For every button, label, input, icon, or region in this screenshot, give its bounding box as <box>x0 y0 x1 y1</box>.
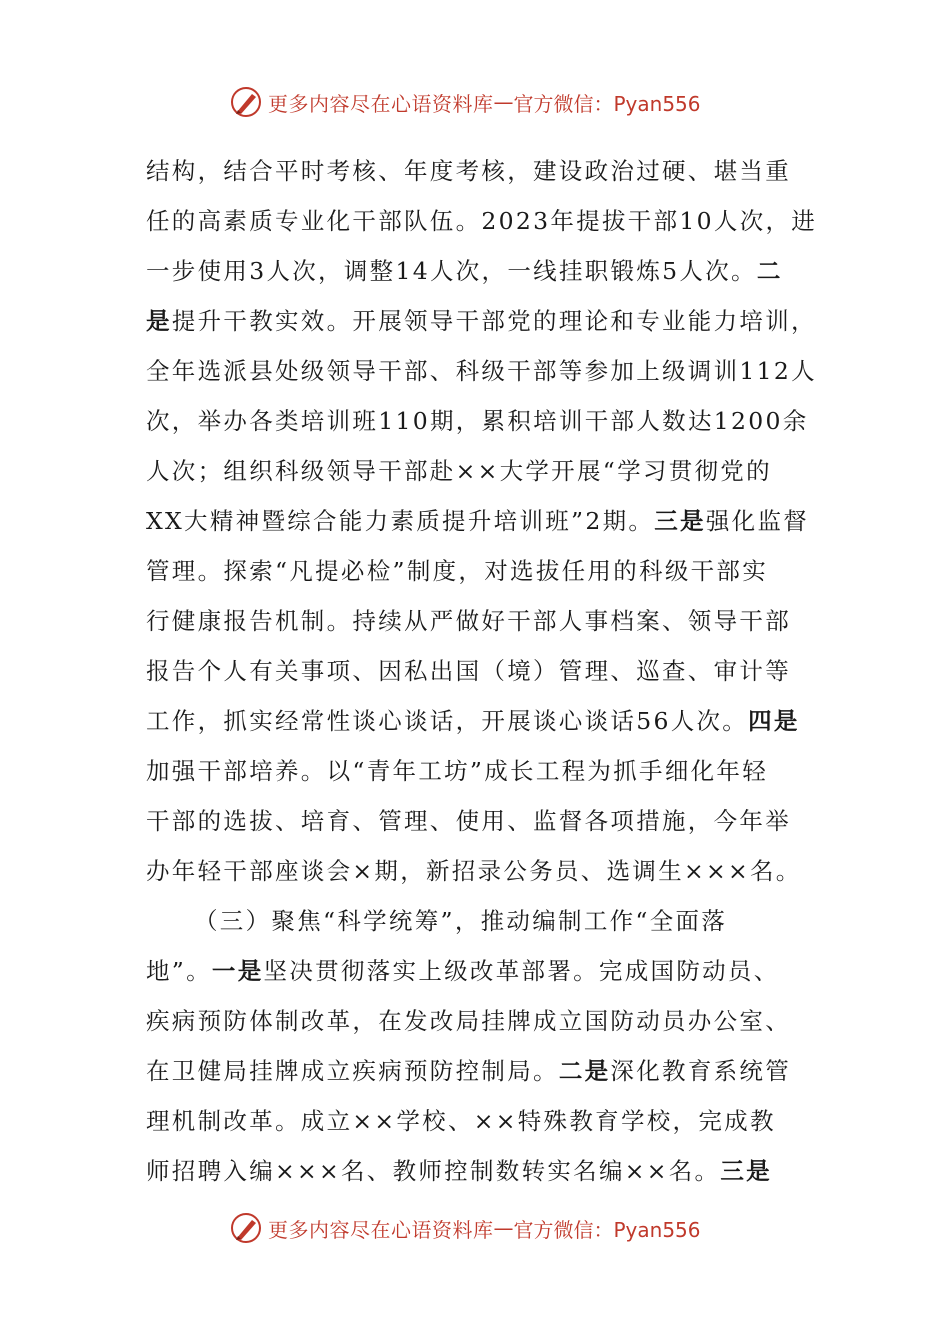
bold-marker: 三是 <box>720 1157 772 1185</box>
text-segment: 管理。探索“凡提必检”制度，对选拔任用的科级干部实 <box>146 557 769 585</box>
text-line <box>146 696 811 746</box>
text-line <box>146 296 817 346</box>
text-line <box>146 346 817 396</box>
text-segment: 干部的选拔、培育、管理、使用、监督各项措施，今年举 <box>146 807 791 835</box>
text-line <box>146 646 811 696</box>
text-segment: 疾病预防体制改革，在发改局挂牌成立国防动员办公室、 <box>146 1007 791 1035</box>
text-segment: 提升干教实效。开展领导干部党的理论和专业能力培训， <box>171 307 817 335</box>
text-segment: （三）聚焦“科学统筹”，推动编制工作“全面落 <box>194 907 728 935</box>
text-segment: 任的高素质专业化干部队伍。2023年提拔干部10人次，进 <box>146 207 818 235</box>
bold-marker: 二 <box>756 257 783 285</box>
text-segment: 行健康报告机制。持续从严做好干部人事档案、领导干部 <box>146 607 791 635</box>
text-segment: 理机制改革。成立××学校、××特殊教育学校，完成教 <box>146 1107 776 1135</box>
banner-title: 更多内容尽在心语资料库 <box>268 1217 494 1242</box>
text-line <box>146 946 811 996</box>
text-segment: 人次；组织科级领导干部赴××大学开展“学习贯彻党的 <box>146 457 772 485</box>
bold-marker: 一是 <box>211 957 264 985</box>
text-segment: 地”。 <box>146 957 212 985</box>
text-segment: 深化教育系统管 <box>610 1057 792 1085</box>
text-segment: 结构，结合平时考核、年度考核，建设政治过硬、堪当重 <box>146 157 791 185</box>
text-line <box>146 1096 811 1146</box>
text-line <box>146 796 811 846</box>
banner-wechat: 官方微信：Pyan556 <box>513 91 701 116</box>
text-segment: 一步使用3人次，调整14人次，一线挂职锻炼5人次。 <box>146 257 757 285</box>
banner-separator: — <box>493 90 514 114</box>
banner-title: 更多内容尽在心语资料库 <box>268 91 494 116</box>
text-line <box>146 196 818 246</box>
pen-logo-icon <box>228 84 264 120</box>
text-line <box>146 246 811 296</box>
text-segment: 在卫健局挂牌成立疾病预防控制局。 <box>146 1057 559 1085</box>
text-line <box>146 446 811 496</box>
footer-banner <box>228 1208 748 1248</box>
text-segment: 强化监督 <box>705 507 810 535</box>
text-line <box>146 146 811 196</box>
text-segment: 全年选派县处级领导干部、科级干部等参加上级调训112人 <box>146 357 817 385</box>
text-line <box>146 846 811 896</box>
banner-separator: — <box>493 1216 514 1240</box>
text-segment: XX大精神暨综合能力素质提升培训班”2期。 <box>146 507 655 535</box>
text-segment: 工作，抓实经常性谈心谈话，开展谈心谈话56人次。 <box>146 707 749 735</box>
bold-marker: 二是 <box>558 1057 611 1085</box>
text-line <box>146 1046 811 1096</box>
text-segment: 坚决贯彻落实上级改革部署。完成国防动员、 <box>263 957 780 985</box>
text-line <box>146 496 811 546</box>
text-line <box>146 1146 811 1196</box>
text-line <box>146 396 811 446</box>
text-segment: 报告个人有关事项、因私出国（境）管理、巡查、审计等 <box>146 657 791 685</box>
bold-marker: 四是 <box>748 707 800 735</box>
banner-wechat: 官方微信：Pyan556 <box>513 1217 701 1242</box>
text-line <box>146 896 811 946</box>
text-segment: 办年轻干部座谈会×期，新招录公务员、选调生×××名。 <box>146 857 802 885</box>
text-line <box>146 596 811 646</box>
bold-marker: 三是 <box>654 507 706 535</box>
pen-logo-icon <box>228 1210 264 1246</box>
document-body <box>146 146 818 1196</box>
text-line <box>146 546 811 596</box>
text-segment: 次，举办各类培训班110期，累积培训干部人数达1200余 <box>146 407 809 435</box>
header-banner <box>228 82 748 122</box>
text-line <box>146 996 811 1046</box>
text-segment: 师招聘入编×××名、教师控制数转实名编××名。 <box>146 1157 721 1185</box>
text-line <box>146 746 811 796</box>
text-segment: 加强干部培养。以“青年工坊”成长工程为抓手细化年轻 <box>146 757 769 785</box>
bold-marker: 是 <box>146 307 172 335</box>
